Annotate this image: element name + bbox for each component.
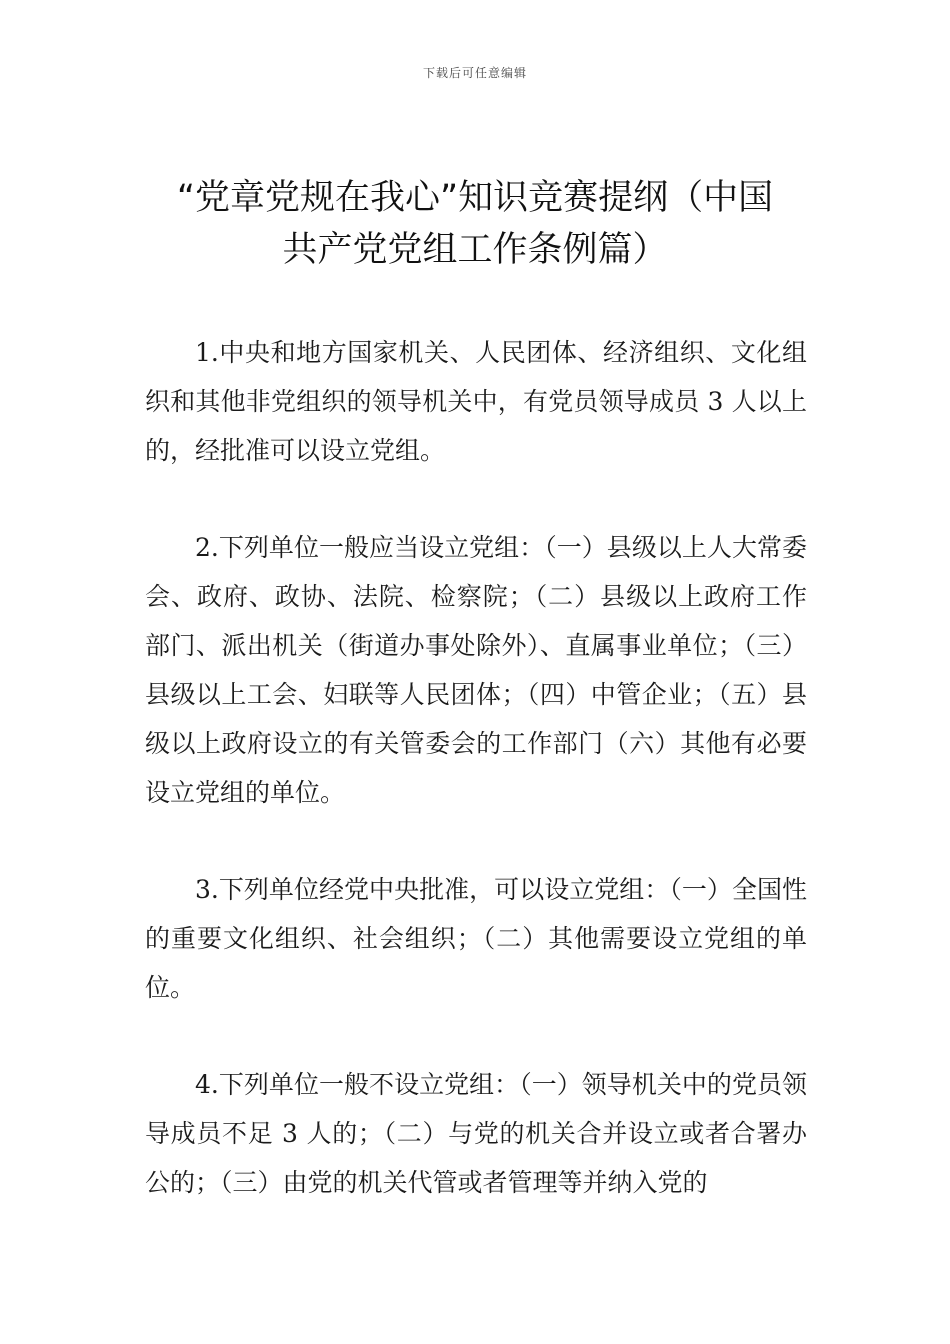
document-title — [145, 172, 805, 276]
title-line-2: 共产党党组工作条例篇） — [282, 230, 668, 270]
paragraph-2: 2.下列单位一般应当设立党组：（一）县级以上人大常委会、政府、政协、法院、检察院；（二）县级以上政府工作部门、派出机关（街道办事处除外）、直属事业单位；（三）县级以上工会、妇联等人民团体；（四）中管企业；（五）县级以上政府设立的有关管委会的工作部门（六）其他有必要设立党组的单位。 — [145, 533, 807, 807]
document-body — [145, 328, 807, 1255]
paragraph-1: 1.中央和地方国家机关、人民团体、经济组织、文化组织和其他非党组织的领导机关中，有党员领导成员 3 人以上的，经批准可以设立党组。 — [145, 338, 807, 465]
header-note: 下载后可任意编辑 — [422, 66, 527, 80]
paragraph-4: 4.下列单位一般不设立党组：（一）领导机关中的党员领导成员不足 3 人的；（二）与党的机关合并设立或者合署办公的；（三）由党的机关代管或者管理等并纳入党的 — [145, 1070, 807, 1197]
paragraph-3: 3.下列单位经党中央批准，可以设立党组：（一）全国性的重要文化组织、社会组织；（二）其他需要设立党组的单位。 — [145, 875, 807, 1002]
title-line-1: “党章党规在我心”知识竞赛提纲（中国 — [176, 178, 774, 218]
